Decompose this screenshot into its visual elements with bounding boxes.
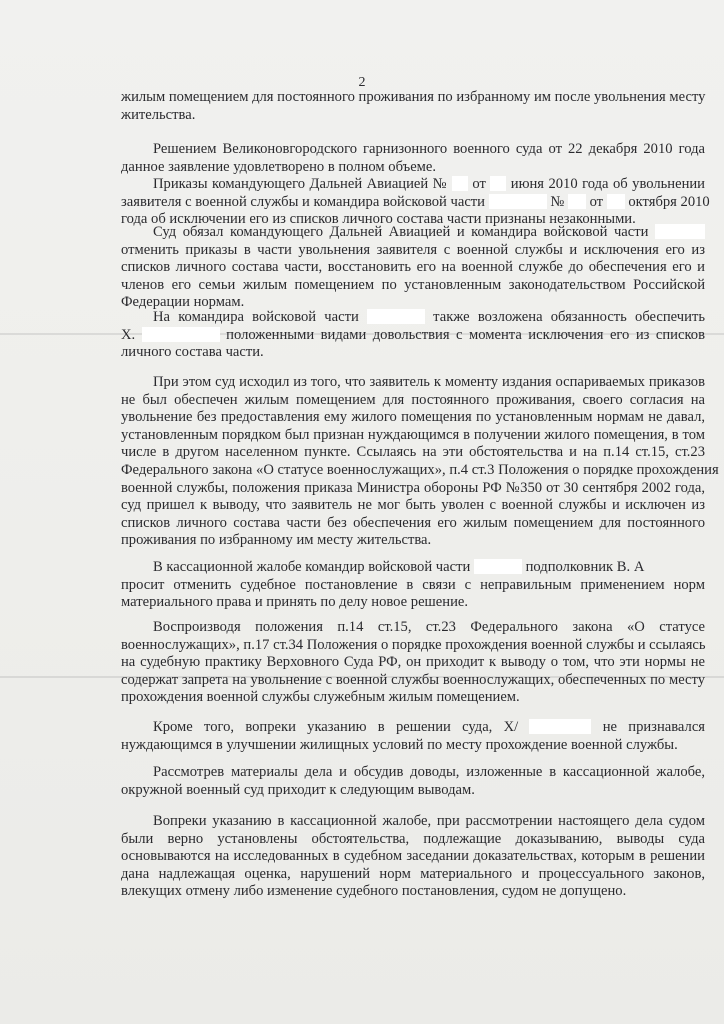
text-line [121, 689, 705, 707]
text-line [121, 594, 705, 612]
text-line [121, 159, 705, 177]
text-segment: личного состава части. [121, 344, 264, 361]
text-line [121, 242, 705, 260]
redaction-box [489, 194, 547, 209]
text-line [121, 719, 705, 737]
text-line [121, 831, 705, 849]
text-segment: заявителя с военной службы и командира войсковой части [121, 193, 485, 210]
text-line [121, 141, 705, 159]
text-segment: также возложена обязанность обеспечить [433, 309, 705, 325]
text-segment: суд пришел к выводу, что заявитель не мог быть уволен с военной службы и исключен из [121, 497, 705, 514]
text-segment: подполковник В. А [525, 559, 645, 575]
text-segment: жилым помещением для постоянного проживания по избранному им после увольнения месту [121, 89, 706, 105]
text-segment: числе в другом населенном пункте. Ссылаясь на эти обстоятельства и на п.14 ст.15, ст.23 [121, 444, 705, 461]
text-line [121, 637, 705, 655]
text-line [121, 392, 705, 410]
text-line [121, 259, 705, 277]
paragraph [121, 374, 719, 550]
text-segment: Суд обязал командующего Дальней Авиацией и командира войсковой части [153, 224, 649, 240]
text-segment: списков личного состава части, восстановить его на военной службе до обеспечения его и [121, 259, 705, 276]
text-line [121, 444, 705, 462]
text-line [121, 224, 705, 242]
text-line [121, 654, 705, 672]
text-line [121, 107, 705, 125]
text-segment: Федерации нормам. [121, 294, 245, 311]
text-segment: На командира войсковой части [153, 309, 359, 325]
text-segment: увольнение без предоставления ему жилого помещения по установленным нормам не давал, [121, 409, 705, 426]
text-segment: При этом суд исходил из того, что заявитель к моменту издания оспариваемых приказов [153, 374, 705, 390]
text-segment: Х. [121, 326, 136, 343]
text-segment: июня 2010 года об увольнении [510, 176, 705, 192]
text-segment: Федерального закона «О статусе военнослужащих», п.4 ст.3 Положения о порядке прохождения [121, 461, 719, 478]
text-segment: положенными видами довольствия с момента исключения его из списков [226, 326, 705, 343]
text-segment: не признавался [602, 719, 706, 735]
text-segment: Воспроизводя положения п.14 ст.15, ст.23 Федерального закона «О статусе [153, 619, 705, 635]
text-segment: на судебную практику Верховного Суда РФ, он приходит к выводу о том, что эти нормы не [121, 654, 705, 671]
redaction-box [529, 719, 591, 734]
text-line [121, 515, 705, 533]
text-segment: влекущих отмену либо изменение судебного постановления, судом не допущено. [121, 883, 627, 900]
text-line [121, 883, 705, 901]
text-segment: списков личного состава части без обеспечения его жилым помещением для постоянного [121, 514, 705, 531]
text-line [121, 497, 705, 515]
text-line [121, 619, 705, 637]
text-line [121, 764, 705, 782]
text-line [121, 409, 705, 427]
text-line [121, 480, 705, 498]
text-segment: членов его семьи жилым помещением по установленным законодательством Российской [121, 276, 705, 293]
text-segment: Приказы командующего Дальней Авиацией № [153, 176, 448, 192]
paragraph [121, 619, 705, 707]
text-line [121, 89, 705, 107]
paragraph [121, 176, 710, 229]
redaction-box [367, 309, 425, 324]
text-line [121, 427, 705, 445]
text-line [121, 344, 705, 362]
text-line [121, 532, 705, 550]
text-line [121, 813, 705, 831]
text-line [121, 848, 705, 866]
text-segment: военнослужащих», п.17 ст.34 Положения о порядке прохождения военной службы и ссылаясь [121, 636, 706, 653]
redaction-box [490, 176, 506, 191]
redaction-box [607, 194, 625, 209]
text-segment: В кассационной жалобе командир войсковой части [153, 559, 471, 575]
text-segment: Кроме того, вопреки указанию в решении суда, Х/ [153, 719, 519, 735]
text-segment: прохождения военной службы служебным жилым помещением. [121, 689, 520, 706]
text-line [121, 461, 719, 480]
paragraph [121, 89, 705, 124]
text-line [121, 176, 705, 194]
text-line [121, 327, 705, 345]
text-line [121, 193, 710, 212]
redaction-box [452, 176, 468, 191]
text-line [121, 782, 705, 800]
text-line [121, 277, 705, 295]
text-segment: октября 2010 [628, 193, 710, 210]
paragraph [121, 719, 705, 754]
redaction-box [474, 559, 522, 574]
paragraph [121, 559, 705, 612]
text-segment: просит отменить судебное постановление в связи с неправильным применением норм [121, 576, 705, 593]
text-line [121, 374, 705, 392]
text-segment: не был обеспечен жилым помещением для постоянного проживания, своего согласия на [121, 391, 705, 408]
text-segment: отменить приказы в части увольнения заявителя с военной службы и исключения его из [121, 241, 705, 258]
paragraph [121, 764, 705, 799]
text-segment: Рассмотрев материалы дела и обсудив доводы, изложенные в кассационной жалобе, [153, 764, 705, 780]
text-segment: данное заявление удовлетворено в полном объеме. [121, 158, 437, 175]
text-segment: содержат запрета на увольнение с военной службы военнослужащих, обеспеченных по месту [121, 671, 705, 688]
page-number: 2 [358, 75, 366, 90]
text-line [121, 866, 705, 884]
text-segment: основываются на исследованных в судебном заседании доказательствах, которым в решении [121, 848, 705, 865]
redaction-box [655, 224, 705, 239]
text-segment: № [550, 193, 565, 210]
paragraph [121, 309, 705, 362]
redaction-box [568, 194, 586, 209]
text-line [121, 577, 705, 595]
text-segment: дана надлежащая оценка, нарушений норм материального и процессуального законов, [121, 865, 705, 882]
text-segment: жительства. [121, 106, 196, 123]
redaction-box [142, 327, 220, 342]
text-segment: военной службы, положения приказа Министра обороны РФ №350 от 30 сентября 2002 года, [121, 479, 705, 496]
text-segment: года об исключении его из списков личного состава части признаны незаконными. [121, 211, 636, 228]
text-segment: проживания по избранному им месту жительства. [121, 532, 432, 549]
paragraph [121, 813, 705, 901]
text-segment: были верно установлены обстоятельства, подлежащие доказыванию, выводы суда [121, 830, 705, 847]
text-segment: Вопреки указанию в кассационной жалобе, при рассмотрении настоящего дела судом [153, 813, 705, 829]
text-segment: материального права и принять по делу новое решение. [121, 594, 469, 611]
text-segment: от [589, 193, 604, 210]
text-line [121, 559, 705, 577]
paragraph [121, 141, 705, 176]
text-segment: Решением Великоновгородского гарнизонного военного суда от 22 декабря 2010 года [153, 141, 705, 157]
paragraph [121, 224, 705, 312]
text-line [121, 672, 705, 690]
text-line [121, 737, 705, 755]
text-segment: нуждающимся в улучшении жилищных условий по месту прохождение военной службы. [121, 736, 678, 753]
text-segment: окружной военный суд приходит к следующим выводам. [121, 781, 475, 798]
text-line [121, 309, 705, 327]
text-segment: от [472, 176, 486, 192]
text-segment: установленным порядком был признан нуждающимся в получении жилого помещения, в том [121, 426, 705, 443]
